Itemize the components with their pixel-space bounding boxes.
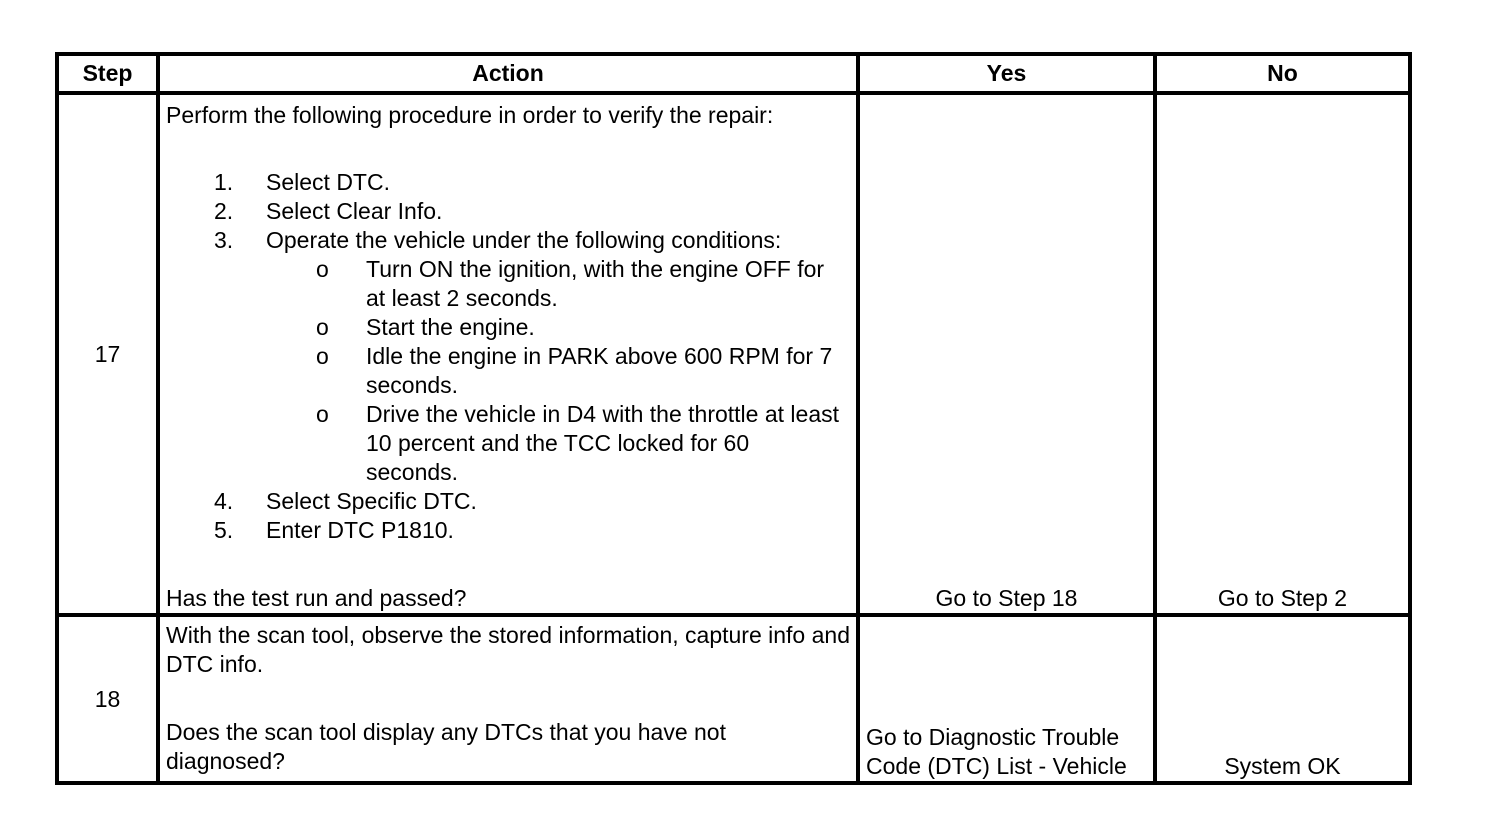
sub-list-text: Turn ON the ignition, with the engine OFF for at least 2 seconds. bbox=[366, 256, 825, 311]
header-row bbox=[57, 54, 1410, 93]
list-text: Operate the vehicle under the following conditions: bbox=[266, 227, 782, 253]
bullet: o bbox=[316, 314, 329, 340]
header-no: No bbox=[1155, 54, 1410, 93]
list-number: 4. bbox=[214, 488, 234, 514]
header-action: Action bbox=[158, 54, 858, 93]
list-text: Enter DTC P1810. bbox=[266, 517, 454, 543]
conditions-list bbox=[266, 255, 850, 487]
list-item bbox=[166, 487, 850, 516]
list-text: Select Clear Info. bbox=[266, 198, 443, 224]
no-cell: Go to Step 2 bbox=[1155, 93, 1410, 615]
list-number: 3. bbox=[214, 227, 234, 253]
sub-list-text: Drive the vehicle in D4 with the throttle at least 10 percent and the TCC locked for 60 seconds. bbox=[366, 401, 840, 485]
diagnostic-table bbox=[55, 52, 1412, 785]
sub-list-item bbox=[166, 255, 850, 313]
list-text: Select Specific DTC. bbox=[266, 488, 477, 514]
bullet: o bbox=[316, 343, 329, 369]
sub-list-item bbox=[166, 342, 850, 400]
action-intro: Perform the following procedure in order to verify the repair: bbox=[166, 102, 774, 128]
bullet: o bbox=[316, 256, 329, 282]
header-yes: Yes bbox=[858, 54, 1155, 93]
sub-list-text: Start the engine. bbox=[366, 314, 535, 340]
procedure-list bbox=[166, 168, 850, 545]
yes-cell: Go to Diagnostic Trouble Code (DTC) List - Vehicle bbox=[858, 615, 1155, 783]
action-question: Has the test run and passed? bbox=[166, 585, 467, 611]
table-row bbox=[57, 615, 1410, 783]
step-number: 18 bbox=[57, 615, 158, 783]
list-number: 2. bbox=[214, 198, 234, 224]
list-item bbox=[166, 226, 850, 487]
action-intro: With the scan tool, observe the stored information, capture info and DTC info. bbox=[166, 622, 850, 677]
sub-list-item bbox=[166, 400, 850, 487]
sub-list-text: Idle the engine in PARK above 600 RPM for 7 seconds. bbox=[366, 343, 833, 398]
step-number: 17 bbox=[57, 93, 158, 615]
action-cell bbox=[158, 615, 858, 783]
list-item bbox=[166, 197, 850, 226]
action-cell bbox=[158, 93, 858, 615]
list-text: Select DTC. bbox=[266, 169, 390, 195]
sub-list-item bbox=[166, 313, 850, 342]
bullet: o bbox=[316, 401, 329, 427]
action-question: Does the scan tool display any DTCs that you have not diagnosed? bbox=[166, 719, 726, 774]
yes-cell: Go to Step 18 bbox=[858, 93, 1155, 615]
list-item bbox=[166, 516, 850, 545]
no-cell: System OK bbox=[1155, 615, 1410, 783]
list-number: 1. bbox=[214, 169, 234, 195]
list-item bbox=[166, 168, 850, 197]
table-row bbox=[57, 93, 1410, 615]
list-number: 5. bbox=[214, 517, 234, 543]
header-step: Step bbox=[57, 54, 158, 93]
